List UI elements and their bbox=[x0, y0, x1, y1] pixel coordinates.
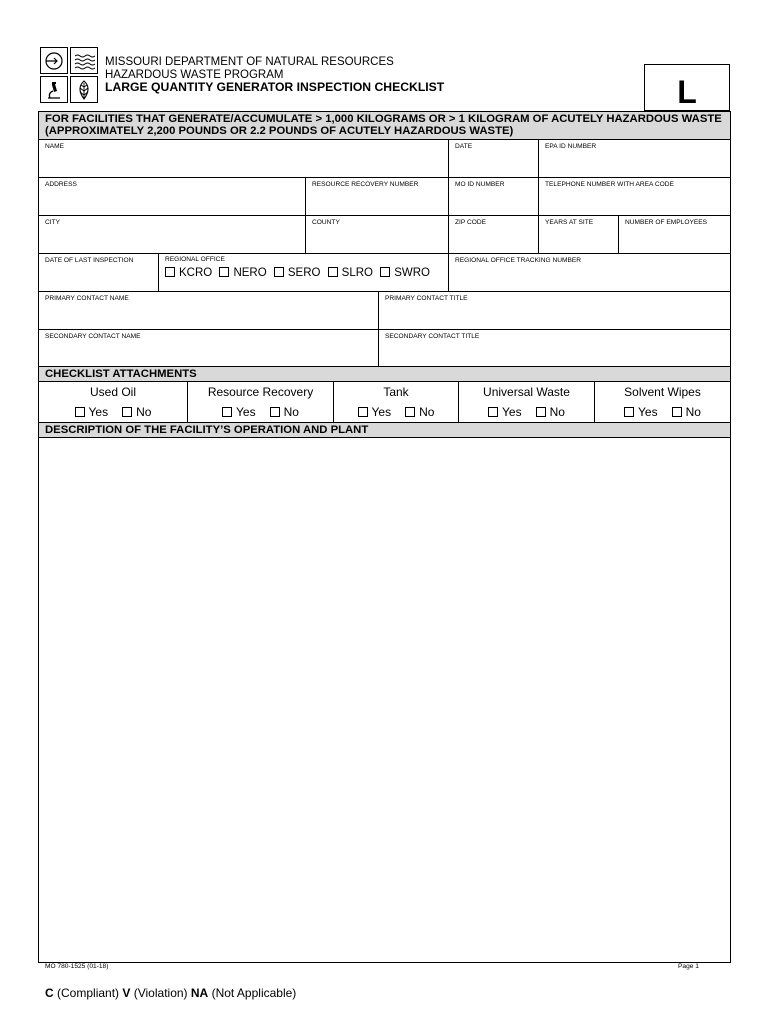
row-secondary-contact bbox=[39, 330, 730, 367]
regional-office-options bbox=[165, 267, 434, 279]
status-legend: C (Compliant) V (Violation) NA (Not Applicable) bbox=[45, 986, 297, 1000]
applicability-banner: FOR FACILITIES THAT GENERATE/ACCUMULATE > 1,000 KILOGRAMS OR > 1 KILOGRAM OF ACUTELY HAZARDOUS WASTE (APPROXIMATELY 2,200 POUNDS OR 2.2 POUNDS OF ACUTELY HAZARDOUS WASTE) bbox=[39, 112, 730, 140]
secondary-contact-title-field[interactable]: SECONDARY CONTACT TITLE bbox=[385, 333, 480, 340]
no-checkbox[interactable] bbox=[122, 407, 132, 417]
primary-contact-title-field[interactable]: PRIMARY CONTACT TITLE bbox=[385, 295, 468, 302]
yes-checkbox[interactable] bbox=[222, 407, 232, 417]
description-heading: DESCRIPTION OF THE FACILITY’S OPERATION AND PLANT bbox=[39, 423, 730, 438]
regional-office-field: REGIONAL OFFICE KCRO NERO SERO SLRO SWRO bbox=[159, 254, 449, 291]
checkbox[interactable] bbox=[380, 267, 390, 277]
attachment-resource-recovery: Resource Recovery Yes No bbox=[188, 382, 334, 422]
no-checkbox[interactable] bbox=[536, 407, 546, 417]
checklist-attachments-heading: CHECKLIST ATTACHMENTS bbox=[39, 367, 730, 382]
row-primary-contact bbox=[39, 292, 730, 330]
page-number: Page 1 bbox=[678, 963, 699, 970]
years-at-site-field[interactable]: YEARS AT SITE bbox=[539, 216, 619, 253]
row-inspection bbox=[39, 254, 730, 292]
option-slro[interactable]: SLRO bbox=[328, 267, 373, 279]
form-letter-box: L bbox=[644, 64, 730, 111]
name-field[interactable]: NAME bbox=[39, 140, 449, 177]
resource-recovery-number-field[interactable]: RESOURCE RECOVERY NUMBER bbox=[306, 178, 449, 215]
option-nero[interactable]: NERO bbox=[219, 267, 266, 279]
row-address bbox=[39, 178, 730, 216]
checkbox[interactable] bbox=[328, 267, 338, 277]
primary-contact-name-field[interactable]: PRIMARY CONTACT NAME bbox=[39, 292, 379, 329]
form-code: MO 780-1525 (01-18) bbox=[45, 963, 109, 970]
checklist-attachments-row bbox=[39, 382, 730, 423]
checkbox[interactable] bbox=[219, 267, 229, 277]
yes-checkbox[interactable] bbox=[358, 407, 368, 417]
attachment-used-oil: Used Oil Yes No bbox=[39, 382, 188, 422]
option-swro[interactable]: SWRO bbox=[380, 267, 430, 279]
checkbox[interactable] bbox=[165, 267, 175, 277]
yes-checkbox[interactable] bbox=[75, 407, 85, 417]
telephone-field[interactable]: TELEPHONE NUMBER WITH AREA CODE bbox=[545, 181, 674, 188]
form-title: LARGE QUANTITY GENERATOR INSPECTION CHECKLIST bbox=[105, 80, 445, 94]
zip-field[interactable]: ZIP CODE bbox=[449, 216, 539, 253]
attachment-tank: Tank Yes No bbox=[334, 382, 459, 422]
epa-id-field[interactable]: EPA ID NUMBER bbox=[545, 143, 597, 150]
checkbox[interactable] bbox=[274, 267, 284, 277]
last-inspection-field[interactable]: DATE OF LAST INSPECTION bbox=[39, 254, 159, 291]
agency-header bbox=[105, 56, 444, 94]
dnr-logo bbox=[40, 47, 99, 105]
mo-id-field[interactable]: MO ID NUMBER bbox=[449, 178, 539, 215]
department-name: MISSOURI DEPARTMENT OF NATURAL RESOURCES bbox=[105, 56, 394, 68]
description-textarea[interactable] bbox=[39, 439, 730, 962]
city-field[interactable]: CITY bbox=[39, 216, 306, 253]
leaf-icon bbox=[70, 76, 98, 103]
option-sero[interactable]: SERO bbox=[274, 267, 321, 279]
secondary-contact-name-field[interactable]: SECONDARY CONTACT NAME bbox=[39, 330, 379, 366]
employees-field[interactable]: NUMBER OF EMPLOYEES bbox=[625, 219, 708, 226]
microscope-icon bbox=[40, 76, 68, 103]
inspection-form bbox=[38, 111, 731, 963]
row-city bbox=[39, 216, 730, 254]
attachment-universal-waste: Universal Waste Yes No bbox=[459, 382, 595, 422]
tracking-number-field[interactable]: REGIONAL OFFICE TRACKING NUMBER bbox=[455, 257, 582, 264]
yes-checkbox[interactable] bbox=[624, 407, 634, 417]
county-field[interactable]: COUNTY bbox=[306, 216, 449, 253]
no-checkbox[interactable] bbox=[405, 407, 415, 417]
program-name: HAZARDOUS WASTE PROGRAM bbox=[105, 68, 284, 81]
address-field[interactable]: ADDRESS bbox=[39, 178, 306, 215]
no-checkbox[interactable] bbox=[270, 407, 280, 417]
circle-arrow-icon bbox=[40, 47, 68, 74]
water-waves-icon bbox=[70, 47, 98, 74]
date-field[interactable]: DATE bbox=[449, 140, 539, 177]
row-name bbox=[39, 140, 730, 178]
yes-checkbox[interactable] bbox=[488, 407, 498, 417]
attachment-solvent-wipes: Solvent Wipes Yes No bbox=[624, 385, 701, 419]
option-kcro[interactable]: KCRO bbox=[165, 267, 212, 279]
no-checkbox[interactable] bbox=[672, 407, 682, 417]
